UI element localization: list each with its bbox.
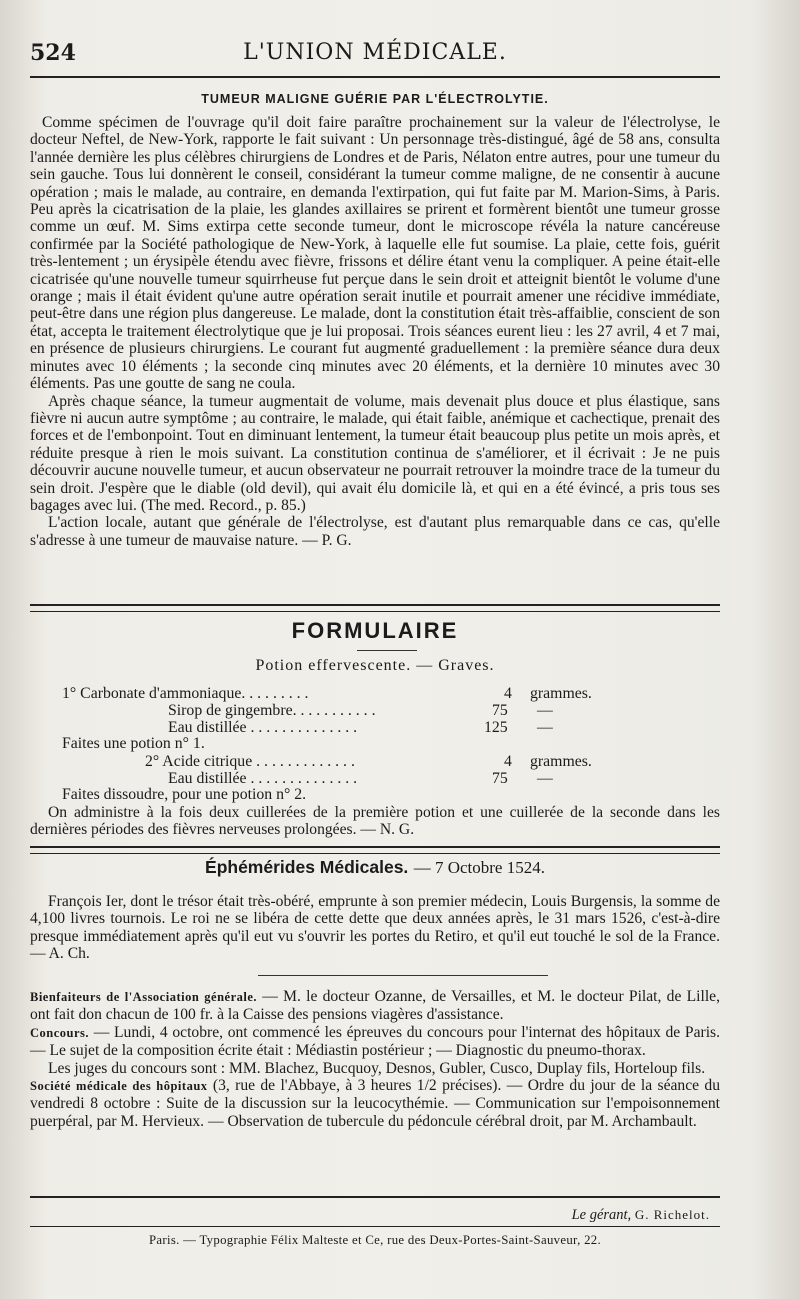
formula-row-qty: 4 [504,753,512,770]
news-lead: Concours. [30,1025,90,1040]
news-section [30,988,720,1130]
formula-row-label: Eau distillée . . . . . . . . . . . . . . [168,770,358,787]
printer-imprint: Paris. — Typographie Félix Malteste et Ce, rue des Deux-Portes-Saint-Sauveur, 22. [149,1233,601,1247]
article-paragraph: Après chaque séance, la tumeur augmentait de volume, mais devenait plus douce et plus élastique, sans fièvre ni aucun autre symptôme ; au contraire, le malade, qui était faible, anémique et cachectique, prenait des forces et de l'embonpoint. Tout en diminuant lentement, la tumeur était beaucoup plus petite un mois après, et réduite presque à rien le mois suivant. La constitution continua de s'améliorer, et il écrivait : Je ne puis découvrir aucune nouvelle tumeur, et aucun observateur ne pourrait retrouver la moindre trace de la tumeur du sein droit. J'espère que le diable (old devil), qui avait élu domicile là, et qui en a été évincé, a pris tous ses bagages avec lui. (The med. Record., p. 85.) [30,392,720,514]
formula-row-qty: 75 [492,702,508,719]
section-divider [30,846,720,854]
formula-row-label: Sirop de gingembre. . . . . . . . . . . [168,702,376,719]
news-item [30,988,720,1024]
formula-row-qty: 4 [504,685,512,702]
formula-row-label: 2° Acide citrique . . . . . . . . . . . . . [145,753,355,770]
formula-row-qty: 75 [492,770,508,787]
article-paragraph: L'action locale, autant que générale de l'électrolyse, est d'autant plus remarquable dans ce cas, qu'elle s'adresse à une tumeur de mauvaise nature. — P. G. [30,514,720,549]
article-paragraph: Comme spécimen de l'ouvrage qu'il doit faire paraître prochainement sur la valeur de l'électrolyse, le docteur Neftel, de New-York, rapporte le fait suivant : Un personnage très-distingué, âgé de 58 ans, consulta l'année dernière les plus célèbres chirurgiens de Londres et de Paris, Nélaton entre autres, pour une tumeur du sein gauche. Tous lui donnèrent le conseil, considérant la tumeur comme maligne, de ne consentir à aucune opération ; mais le malade, au contraire, en demanda l'extirpation, qui fut faite par M. Marion-Sims, à Paris. Peu après la cicatrisation de la plaie, les glandes axillaires se prirent et formèrent bientôt une tumeur grosse comme un œuf. M. Sims extirpa cette seconde tumeur, dont le microscope révéla la nature cancéreuse confirmée par la Société pathologique de New-York, à laquelle elle fut soumise. La plaie, cette fois, guérit très-lentement ; un érysipèle étendu avec fièvre, frissons et délire étant venu la compliquer. A peine était-elle cicatrisée qu'une nouvelle tumeur squirrheuse fut perçue dans le sein droit et atteignit bientôt le volume d'une orange ; mais il était évident qu'une autre opération serait inutile et pourrait amener une récidive immédiate, peut-être dans une région plus dangereuse. Le malade, dont la constitution était très-affaiblie, conscient de son état, accepta le traitement électrolytique que je lui proposai. Trois séances eurent lieu : les 27 avril, 4 et 7 mai, en présence de plusieurs chirurgiens. Le courant fut augmenté graduellement : la première séance dura deux minutes avec 10 éléments ; la seconde cinq minutes avec 20 éléments, et la dernière 10 minutes avec 30 éléments. Pas une goutte de sang ne coula. [30,114,720,393]
footer-rule-thin [30,1226,720,1227]
ephemerides-title: Éphémérides Médicales. [205,857,409,877]
footer-rule [30,1196,720,1198]
page-header [30,40,720,70]
potion-title: Potion effervescente. — Graves. [255,657,495,674]
news-text: — M. le docteur Ozanne, de Versailles, et M. le docteur Pilat, de Lille, ont fait don chacun de 100 fr. à la Caisse des pensions viagères d'assistance. [30,988,720,1024]
article-title: TUMEUR MALIGNE GUÉRIE PAR L'ÉLECTROLYTIE. [201,92,549,106]
header-rule [30,76,720,78]
formula-row-label: 1° Carbonate d'ammoniaque. . . . . . . . . [62,685,309,702]
section-divider [30,604,720,612]
short-rule [357,650,417,651]
news-item [30,1077,720,1130]
news-lead: Bienfaiteurs de l'Association générale. [30,990,258,1004]
formula-note [30,804,720,839]
ephemerides-body [30,893,720,963]
formula-note-text: On administre à la fois deux cuillerées de la première potion et une cuillerée de la seconde dans les dernières périodes des fièvres nerveuses prolongées. — N. G. [30,804,720,839]
news-lead: Société médicale des hôpitaux [30,1079,208,1094]
gerant-line [30,1207,710,1224]
formulaire-heading: FORMULAIRE [291,618,459,643]
news-item [30,1024,720,1060]
mid-rule [258,975,548,976]
ephemerides-heading [30,857,720,878]
formula-instruction: Faites une potion n° 1. [62,735,205,752]
formula-row-unit: — [537,702,553,719]
journal-title: L'UNION MÉDICALE. [243,40,507,65]
news-text: — Lundi, 4 octobre, ont commencé les épreuves du concours pour l'internat des hôpitaux de Paris. — Le sujet de la composition écrite était : Médiastin postérieur ; — Diagnostic du pneumo-thorax. [30,1023,720,1060]
page-number: 524 [30,40,76,66]
gerant-name: G. Richelot. [634,1207,710,1222]
news-text: (3, rue de l'Abbaye, à 3 heures 1/2 précises). — Ordre du jour de la séance du vendredi 8 octobre : Suite de la discussion sur la leucocythémie. — Communication sur l'empoisonnement puerpéral, par M. Hervieux. — Observation de tubercule du pédoncule cérébral droit, par M. Archambault. [30,1077,720,1130]
ephemerides-date: — 7 Octobre 1524. [413,858,545,877]
article-body [30,114,720,549]
formula-instruction: Faites dissoudre, pour une potion n° 2. [62,786,307,803]
formula-row-label: Eau distillée . . . . . . . . . . . . . . [168,719,358,736]
gerant-label: Le gérant, [571,1207,632,1223]
formula-row-unit: — [537,770,553,787]
news-item [30,1060,720,1077]
news-text: Les juges du concours sont : MM. Blachez, Bucquoy, Desnos, Gubler, Cusco, Duplay fils, Horteloup fils. [48,1059,706,1077]
formula-row-unit: grammes. [530,753,592,770]
formula-row-qty: 125 [484,719,508,736]
formula-row-unit: grammes. [530,685,592,702]
ephemerides-text: François Ier, dont le trésor était très-obéré, emprunte à son premier médecin, Louis Burgensis, la somme de 4,100 livres tournois. Le roi ne se libéra de cette dette que deux années après, le 31 mars 1526, c'est-à-dire presque immédiatement après qu'il eut vu s'ouvrir les portes du Retiro, et qu'il eut touché le sol de la France. — A. Ch. [30,893,720,963]
formula-row-unit: — [537,719,553,736]
